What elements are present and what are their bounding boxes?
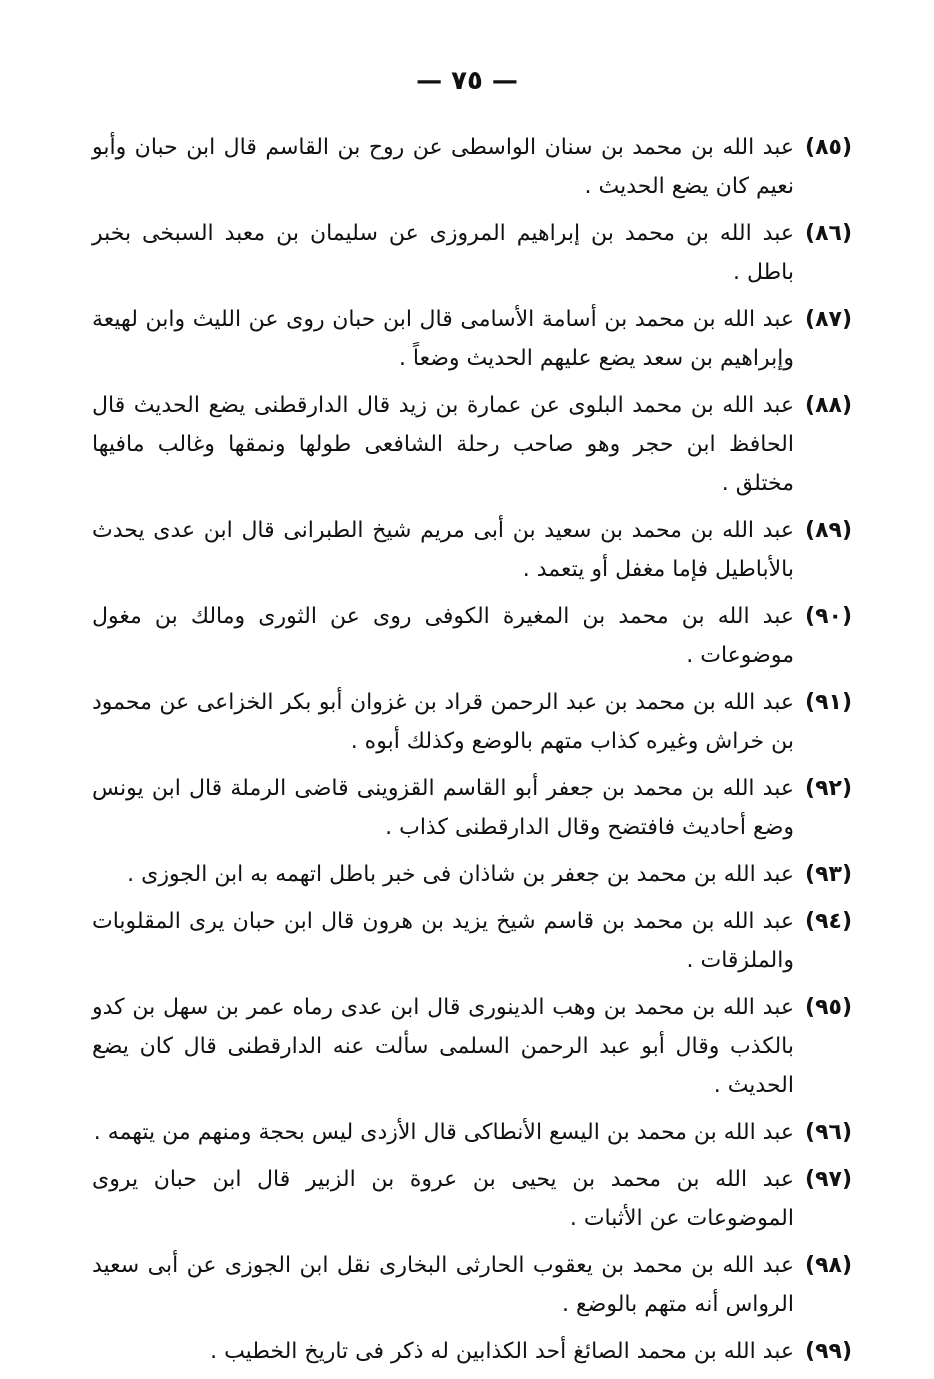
entry-number: (٨٦) (805, 221, 852, 246)
entry-text: عبد الله بن محمد بن سعيد بن أبى مريم شيخ الطبرانى قال ابن عدى يحدث بالأباطيل فإما مغفل أو يتعمد . (92, 518, 794, 582)
entry-85 (92, 128, 852, 206)
entry-text: عبد الله بن محمد بن إبراهيم المروزى عن سليمان بن معبد السبخى بخبر باطل . (92, 221, 794, 285)
entry-91 (92, 683, 852, 761)
entry-number: (٨٨) (805, 393, 852, 418)
entry-text: عبد الله بن محمد الصائغ أحد الكذابين له ذكر فى تاريخ الخطيب . (210, 1339, 794, 1364)
entry-number: (٩٥) (805, 995, 852, 1020)
entry-text: عبد الله بن محمد بن اليسع الأنطاكى قال الأزدى ليس بحجة ومنهم من يتهمه . (93, 1120, 794, 1145)
entry-number: (٨٧) (805, 307, 852, 332)
entry-text: عبد الله بن محمد بن وهب الدينورى قال ابن عدى رماه عمر بن سهل بن كدو بالكذب وقال أبو عبد الرحمن السلمى سألت عنه الدارقطنى قال كان يضع الحديث . (92, 995, 794, 1098)
entries-list (92, 128, 852, 1379)
entry-number: (٩٣) (805, 862, 852, 887)
entry-96 (92, 1113, 852, 1152)
entry-text: عبد الله بن محمد بن جعفر أبو القاسم القزوينى قاضى الرملة قال ابن يونس وضع أحاديث فافتضح وقال الدارقطنى كذاب . (92, 776, 794, 840)
entry-number: (٩٧) (805, 1167, 852, 1192)
entry-number: (٩١) (805, 690, 852, 715)
entry-text: عبد الله بن محمد البلوى عن عمارة بن زيد قال الدارقطنى يضع الحديث قال الحافظ ابن حجر وهو صاحب رحلة الشافعى طولها ونمقها وغالب مافيها مختلق . (92, 393, 794, 496)
page-number: — ٧٥ — (416, 66, 518, 96)
entry-86 (92, 214, 852, 292)
entry-text: عبد الله بن محمد بن جعفر بن شاذان فى خبر باطل اتهمه به ابن الجوزى . (127, 862, 794, 887)
entry-number: (٩٠) (805, 604, 852, 629)
entry-89 (92, 511, 852, 589)
entry-number: (٩٨) (805, 1253, 852, 1278)
entry-number: (٩٦) (805, 1120, 852, 1145)
entry-92 (92, 769, 852, 847)
entry-98 (92, 1246, 852, 1324)
entry-88 (92, 386, 852, 503)
entry-text: عبد الله بن محمد بن المغيرة الكوفى روى عن الثورى ومالك بن مغول موضوعات . (92, 604, 794, 668)
entry-text: عبد الله بن محمد بن أسامة الأسامى قال ابن حبان روى عن الليث وابن لهيعة وإبراهيم بن سعد يضع عليهم الحديث وضعاً . (92, 307, 794, 371)
entry-97 (92, 1160, 852, 1238)
entry-text: عبد الله بن محمد بن قاسم شيخ يزيد بن هرون قال ابن حبان يرى المقلوبات والملزقات . (92, 909, 794, 973)
entry-number: (٩٢) (805, 776, 852, 801)
entry-93 (92, 855, 852, 894)
entry-text: عبد الله بن محمد بن سنان الواسطى عن روح بن القاسم قال ابن حبان وأبو نعيم كان يضع الحديث . (92, 135, 794, 199)
entry-94 (92, 902, 852, 980)
entry-number: (٩٩) (805, 1339, 852, 1364)
entry-number: (٨٥) (805, 135, 852, 160)
entry-number: (٨٩) (805, 518, 852, 543)
entry-text: عبد الله بن محمد بن يحيى بن عروة بن الزبير قال ابن حبان يروى الموضوعات عن الأثبات . (92, 1167, 794, 1231)
entry-number: (٩٤) (805, 909, 852, 934)
entry-95 (92, 988, 852, 1105)
entry-text: عبد الله بن محمد بن يعقوب الحارثى البخارى نقل ابن الجوزى عن أبى سعيد الرواس أنه متهم بالوضع . (92, 1253, 794, 1317)
entry-99 (92, 1332, 852, 1371)
entry-90 (92, 597, 852, 675)
entry-text: عبد الله بن محمد بن عبد الرحمن قراد بن غزوان أبو بكر الخزاعى عن محمود بن خراش وغيره كذاب متهم بالوضع وكذلك أبوه . (92, 690, 794, 754)
entry-87 (92, 300, 852, 378)
